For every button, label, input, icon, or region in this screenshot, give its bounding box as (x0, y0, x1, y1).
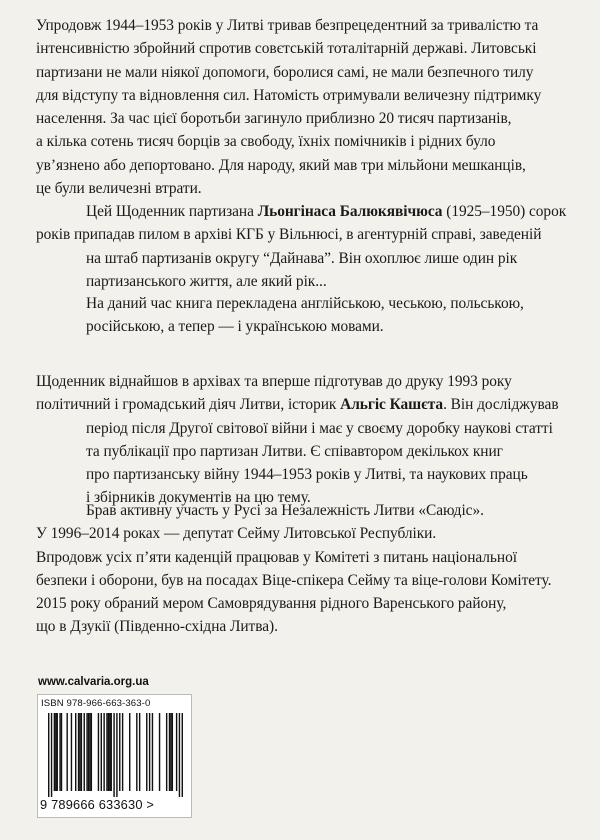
barcode-bar (101, 713, 102, 791)
text-span: . Він досліджував (443, 396, 559, 414)
isbn-number: ISBN 978-966-663-363-0 (41, 698, 151, 709)
text-line (36, 200, 576, 223)
barcode-bar (111, 713, 112, 791)
text-line: на штаб партизанів округу “Дайнава”. Він охоплює лише один рік (86, 249, 518, 267)
publisher-url: www.calvaria.org.ua (38, 676, 149, 688)
text-line: і збірників документів на цю тему. (86, 489, 311, 507)
barcode-bar (89, 713, 90, 791)
isbn-barcode (37, 694, 192, 818)
intro-paragraph (36, 14, 576, 200)
text-line: а кілька сотень тисяч борців за свободу, їхніх помічників і рідних було (36, 133, 496, 151)
barcode-bar (75, 713, 76, 791)
text-line: 2015 року обраний мером Самоврядування рідного Варенського району, (36, 595, 507, 613)
barcode-bar (169, 713, 170, 791)
barcode-bar (103, 713, 104, 791)
text-line: період після Другої світової війни і має у своєму доробку наукові статті (86, 419, 553, 437)
diary-paragraph (36, 200, 576, 293)
biography-paragraph (36, 499, 576, 639)
barcode-bar (55, 713, 56, 791)
barcode-bar (166, 713, 167, 791)
text-line: це були величезні втрати. (36, 180, 202, 198)
text-line: У 1996–2014 роках — депутат Сейму Литовської Республіки. (36, 525, 437, 543)
barcode-bar (61, 713, 62, 791)
barcode-bar (139, 713, 140, 791)
text-line: Брав активну участь у Русі за Незалежність Литви «Саюдіс». (86, 502, 484, 519)
text-line: На даний час книга перекладена англійською, чеською, польською, (86, 295, 524, 312)
barcode-bar (51, 713, 52, 797)
barcode-bar (98, 713, 99, 791)
barcode-bar (84, 713, 85, 791)
barcode-bar (48, 713, 49, 797)
barcode-bar (116, 713, 117, 797)
text-span: Цей Щоденник партизана (86, 203, 258, 220)
barcode-bar (106, 713, 107, 791)
barcode-bar (59, 713, 60, 791)
barcode-bar (122, 713, 123, 791)
text-line: що в Дзукії (Південно-східна Литва). (36, 618, 278, 636)
barcode-bar (152, 713, 153, 791)
barcode-bar (129, 713, 130, 791)
text-line: та публікації про партизан Литви. Є співавтором декількох книг (86, 442, 503, 460)
barcode-bar (146, 713, 147, 791)
text-line: Впродовж усіх п’яти каденцій працював у Комітеті з питань національної (36, 548, 517, 566)
barcode-bar (172, 713, 173, 791)
text-line: про партизанську війну 1944–1953 років у Литві, та наукових праць (86, 466, 528, 484)
barcode-bar (54, 713, 55, 791)
barcode-bars (48, 713, 183, 797)
text-line: Упродовж 1944–1953 років у Литві тривав безпрецедентний за тривалістю та (36, 17, 539, 34)
text-line: інтенсивністю збройний спротив совєтській тоталітарній державі. Литовські (36, 40, 537, 58)
text-line: для відступу та відновлення сил. Натомість отримували величезну підтримку (36, 86, 542, 104)
text-span: (1925–1950) сорок (442, 203, 567, 220)
editor-name: Альгіс Кашєта (340, 396, 444, 414)
barcode-digits: 9 789666 633630 > (40, 797, 155, 812)
text-line: років припадав пилом в архіві КГБ у Вільнюсі, в агентурній справі, заведеній (36, 226, 542, 244)
barcode-bar (88, 713, 89, 791)
text-line: ув’язнено або депортовано. Для народу, який мав три мільйони мешканців, (36, 156, 526, 174)
barcode-bar (91, 713, 92, 791)
barcode-bar (57, 713, 58, 791)
barcode-bar (86, 713, 87, 791)
text-line: Щоденник віднайшов в архівах та вперше підготував до друку 1993 року (36, 373, 512, 390)
barcode-bar (66, 713, 67, 791)
barcode-bar (136, 713, 137, 791)
text-line: російською, а тепер — і українською мовами. (86, 318, 384, 336)
barcode-bar (79, 713, 80, 791)
editor-paragraph (36, 370, 576, 510)
barcode-bar (149, 713, 150, 791)
barcode-bar (108, 713, 109, 791)
text-line: безпеки і оборони, був на посадах Віце-спікера Сейму та віце-голови Комітету. (36, 571, 552, 589)
text-span: політичний і громадський діяч Литви, історик (36, 396, 341, 414)
barcode-bar (182, 713, 183, 797)
barcode-bar (71, 713, 72, 791)
text-line: населення. За час цієї боротьби загинуло приблизно 20 тисяч партизанів, (36, 110, 512, 128)
translation-paragraph (36, 292, 576, 339)
author-name: Льонгінаса Балюкявічюса (257, 203, 443, 220)
barcode-bar (179, 713, 180, 797)
barcode-bar (159, 713, 160, 791)
barcode-bar (81, 713, 82, 791)
barcode-bar (170, 713, 171, 791)
barcode-bar (176, 713, 177, 791)
text-line: партизани не мали ніякої допомоги, боролися самі, не мали безпечного тилу (36, 63, 534, 81)
text-line (36, 393, 576, 416)
barcode-bar (109, 713, 110, 791)
text-line: партизанського життя, але який рік... (86, 272, 327, 290)
barcode-bar (113, 713, 114, 797)
barcode-bar (78, 713, 79, 791)
barcode-bar (119, 713, 120, 791)
